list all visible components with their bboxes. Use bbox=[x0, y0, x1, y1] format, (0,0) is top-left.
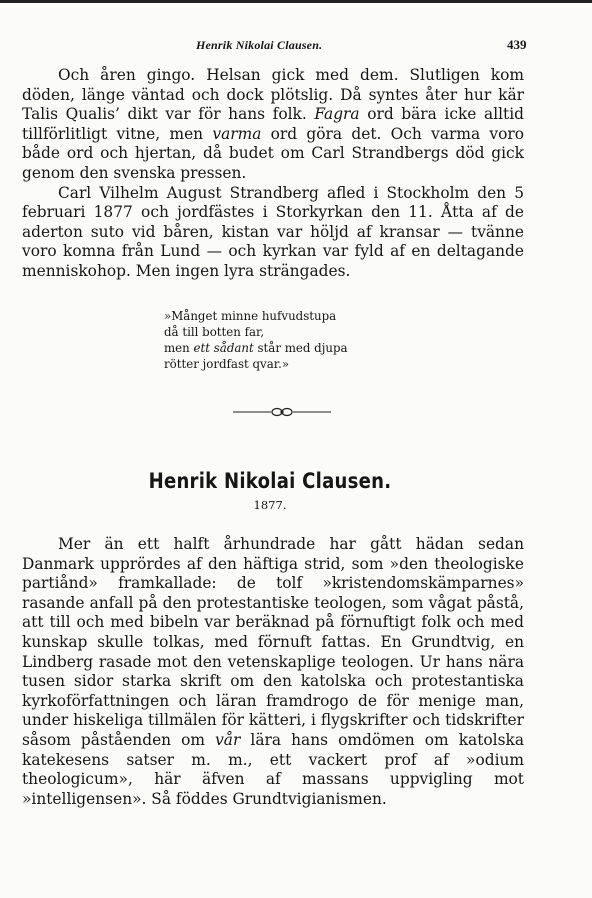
emphasized-text: Fagra bbox=[314, 105, 360, 124]
text-run: lära hans omdömen om katolska katekesens satser m. m., ett vackert prof af »odium theologicum», här äfven af massans uppvigling mot »intelligensen». Så föddes Grundtvigianismen. bbox=[22, 730, 524, 808]
poem-line bbox=[164, 356, 348, 372]
fleuron-divider-icon bbox=[233, 405, 331, 419]
poem-quote bbox=[164, 308, 348, 372]
paragraph bbox=[22, 184, 524, 282]
section-strandberg-text bbox=[22, 66, 524, 282]
chapter-title: Henrik Nikolai Clausen. bbox=[148, 469, 392, 493]
text-run: står med djupa bbox=[253, 341, 348, 355]
top-scan-edge bbox=[0, 0, 592, 3]
running-head: Henrik Nikolai Clausen. bbox=[196, 38, 323, 52]
poem-line bbox=[164, 340, 348, 356]
poem-line bbox=[164, 308, 348, 324]
text-run: Carl Vilhelm August Strandberg afled i Stockholm den 5 februari 1877 och jordfästes i Storkyrkan den 11. Åtta af de aderton suto vid båren, kistan var höljd af kransar — tvänne voro komna från Lund — och kyrkan var fyld af en deltagande menniskohop. Men ingen lyra strängades. bbox=[22, 183, 524, 280]
text-run: Mer än ett halft århundrade har gått hädan sedan Danmark upprördes af den häftiga strid, som »den theologiske partiånd» framkallade: de tolf »kristendomskämparnes» rasande anfall på den protestantiske teologen, som vågat påstå, att till och med bibeln var beräknad på förnuftigt folk och med kunskap skulle tolkas, med förnuft fattas. En Grundtvig, en Lindberg rasade mot den vetenskaplige teologen. Ur hans nära tusen sidor starka skrift om den katolska och protestantiska kyrkoförfattningen och läran framdrogo de för menige man, under hiskeliga tillmälen för kätteri, i flygskrifter och tidskrifter såsom påståenden om bbox=[22, 535, 524, 749]
emphasized-text: ett sådant bbox=[193, 341, 254, 355]
text-run: »Månget minne hufvudstupa bbox=[164, 309, 337, 323]
emphasized-text: vår bbox=[215, 730, 241, 749]
page-number: 439 bbox=[507, 37, 527, 52]
text-run: Och åren gingo. Helsan gick med dem. Slutligen kom döden, länge väntad och dock plötslig. Då syntes åter hur kär Talis Qualis’ dikt var för hans folk. bbox=[22, 66, 524, 124]
text-run: men bbox=[164, 341, 194, 355]
text-run: ord bära icke alltid tillförlitligt vitne, men bbox=[22, 105, 524, 143]
text-run: då till botten far, bbox=[164, 325, 265, 339]
paragraph bbox=[22, 66, 524, 184]
paragraph bbox=[22, 535, 524, 809]
section-clausen-text bbox=[22, 535, 524, 809]
emphasized-text: varma bbox=[212, 124, 262, 143]
text-run: ord göra det. Och varma voro både ord och hjertan, då budet om Carl Strandbergs död gick genom den svenska pressen. bbox=[22, 124, 524, 182]
text-run: rötter jordfast qvar.» bbox=[164, 357, 290, 371]
chapter-year: 1877. bbox=[253, 498, 287, 512]
poem-line bbox=[164, 324, 348, 340]
